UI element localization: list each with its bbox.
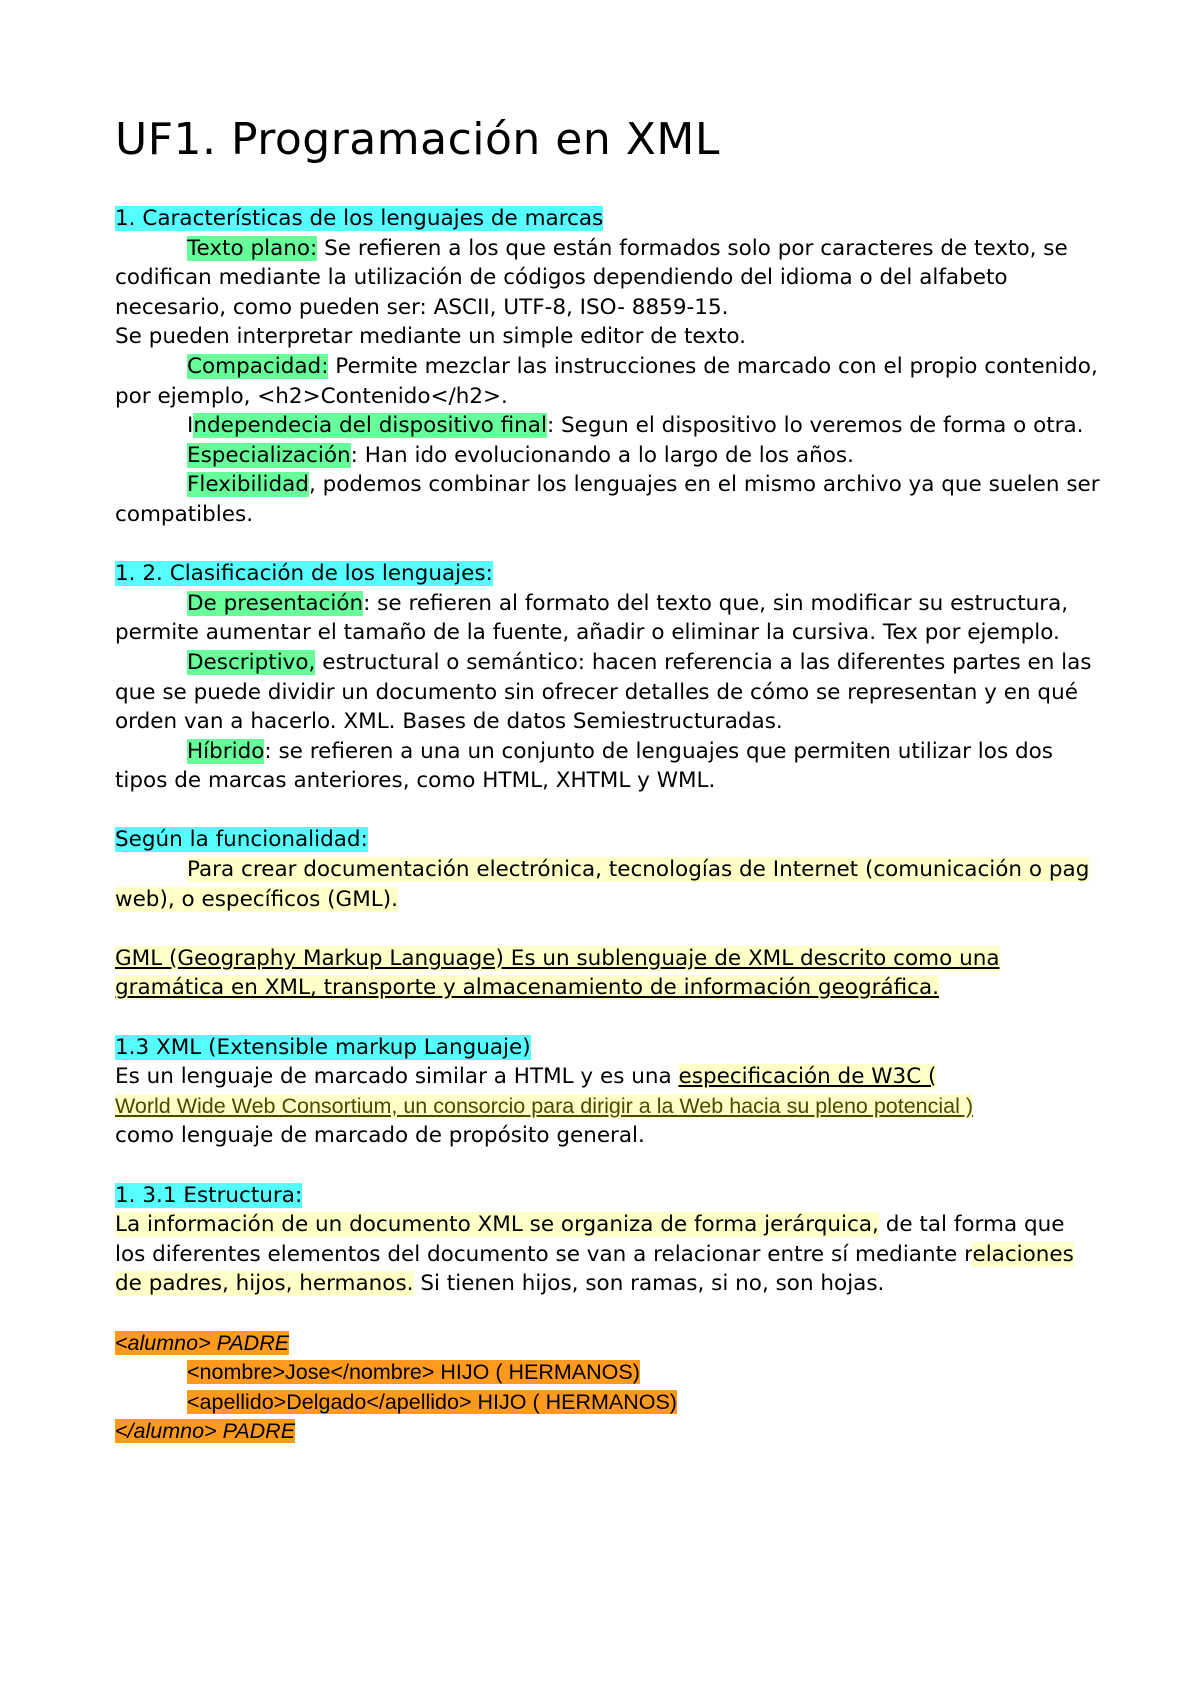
section-heading-clasificacion: 1. 2. Clasificación de los lenguajes: bbox=[115, 561, 493, 587]
item-plain-editor: Se pueden interpretar mediante un simple editor de texto. bbox=[115, 324, 746, 350]
item-descriptivo: Descriptivo, estructural o semántico: hacen referencia a las diferentes partes en las que se puede dividir un documento sin ofrecer detalles de cómo se representan y en qué orden van a hacerlo. XML. Bases de datos Semiestructuradas. bbox=[115, 649, 1092, 735]
item-especializacion: Especialización: Han ido evolucionando a lo largo de los años. bbox=[187, 442, 854, 468]
section-heading-funcionalidad: Según la funcionalidad: bbox=[115, 827, 368, 853]
section-heading-caracteristicas: 1. Características de los lenguajes de marcas bbox=[115, 206, 604, 231]
item-flexibilidad: Flexibilidad, podemos combinar los lenguajes en el mismo archivo ya que suelen ser compatibles. bbox=[115, 472, 1100, 527]
section-heading-estructura: 1. 3.1 Estructura: bbox=[115, 1182, 303, 1208]
item-texto-plano: Texto plano: Se refieren a los que están formados solo por caracteres de texto, se codifican mediante la utilización de códigos dependiendo del idioma o del alfabeto necesario, como pueden ser: ASCII, UTF-8, ISO- 8859-15. bbox=[115, 235, 1068, 320]
page-title: UF1. Programación en XML bbox=[115, 114, 720, 165]
term-highlight: ndependecia del dispositivo final bbox=[193, 413, 547, 439]
xml-line: <apellido>Delgado</apellido> HIJO ( HERMANOS) bbox=[187, 1389, 677, 1414]
xml-outro: como lenguaje de marcado de propósito general. bbox=[115, 1123, 645, 1149]
term-highlight: Híbrido bbox=[187, 738, 265, 764]
term-highlight: De presentación bbox=[187, 590, 364, 616]
estructura-paragraph: La información de un documento XML se organiza de forma jerárquica, de tal forma que los diferentes elementos del documento se van a relacionar entre sí mediante relaciones de padres, hijos, hermanos. Si tienen hijos, son ramas, si no, son hojas. bbox=[115, 1212, 1074, 1297]
item-hibrido: Híbrido: se refieren a una un conjunto de lenguajes que permiten utilizar los dos tipos de marcas anteriores, como HTML, XHTML y WML. bbox=[115, 738, 1053, 794]
document-body bbox=[115, 204, 1100, 1447]
xml-intro: Es un lenguaje de marcado similar a HTML y es una especificación de W3C ( bbox=[115, 1064, 937, 1090]
w3c-note: World Wide Web Consortium, un consorcio para dirigir a la Web hacia su pleno potencial ) bbox=[115, 1093, 974, 1118]
item-independencia: Independecia del dispositivo final: Segun el dispositivo lo veremos de forma o otra. bbox=[187, 413, 1084, 439]
term-highlight: Descriptivo, bbox=[187, 649, 316, 675]
item-compacidad: Compacidad: Permite mezclar las instrucciones de marcado con el propio contenido, por ejemplo, <h2>Contenido</h2>. bbox=[115, 353, 1098, 409]
xml-line: <alumno> PADRE bbox=[115, 1330, 290, 1355]
xml-line: <nombre>Jose</nombre> HIJO ( HERMANOS) bbox=[187, 1360, 640, 1385]
section-heading-xml: 1.3 XML (Extensible markup Languaje) bbox=[115, 1034, 531, 1060]
xml-example-block bbox=[115, 1329, 1100, 1447]
term-highlight: Compacidad: bbox=[187, 353, 329, 379]
funcionalidad-text: Para crear documentación electrónica, tecnologías de Internet (comunicación o pag web), o específicos (GML). bbox=[115, 857, 1090, 912]
w3c-link[interactable]: especificación de W3C ( bbox=[678, 1064, 937, 1090]
item-presentacion: De presentación: se refieren al formato del texto que, sin modificar su estructura, permite aumentar el tamaño de la fuente, añadir o eliminar la cursiva. Tex por ejemplo. bbox=[115, 590, 1069, 646]
term-highlight: Especialización bbox=[187, 442, 351, 468]
term-highlight: Texto plano: bbox=[187, 235, 318, 261]
gml-paragraph: GML (Geography Markup Language) Es un sublenguaje de XML descrito como una gramática en XML, transporte y almacenamiento de información geográfica. bbox=[115, 945, 1000, 1001]
xml-line: </alumno> PADRE bbox=[115, 1419, 296, 1444]
term-highlight: Flexibilidad bbox=[187, 472, 309, 498]
